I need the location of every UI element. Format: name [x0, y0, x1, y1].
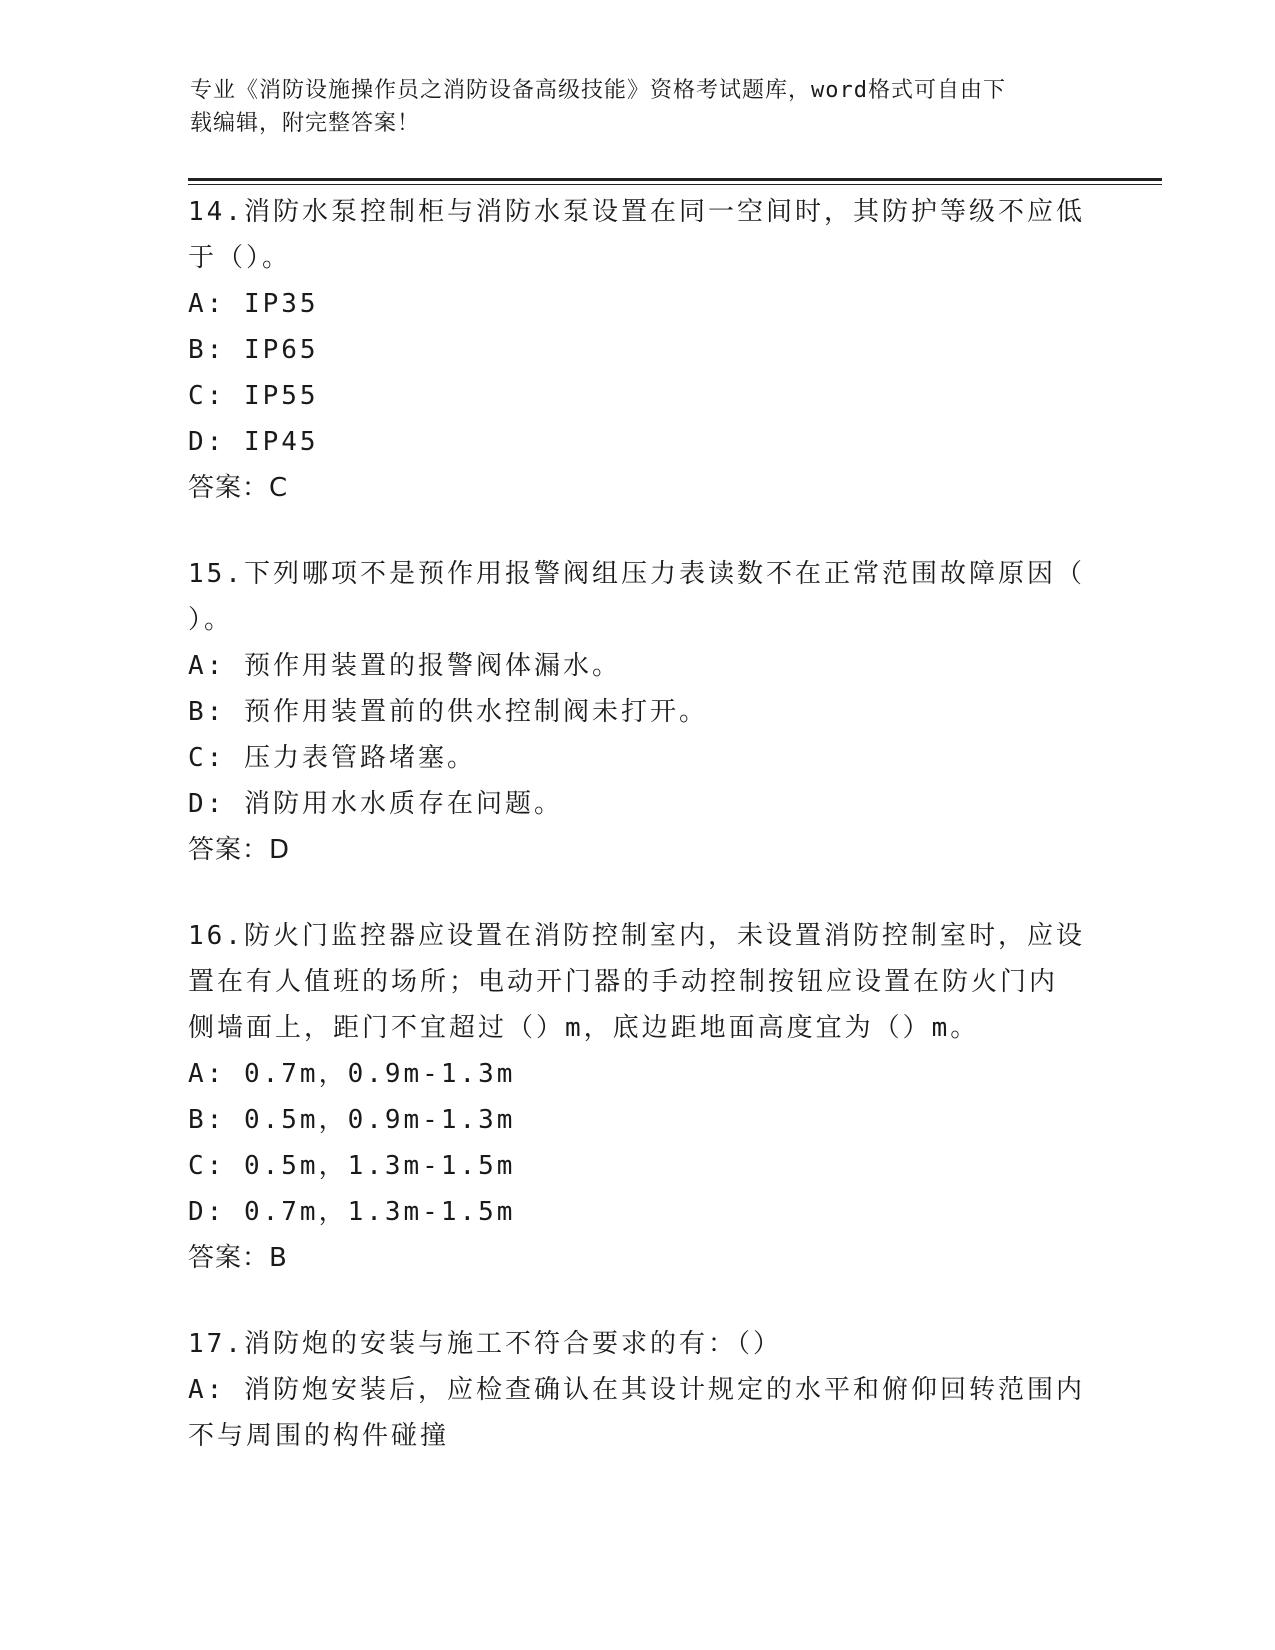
option-a: A: 0.7m，0.9m-1.3m [188, 1059, 516, 1089]
question-17 [188, 1321, 1088, 1459]
question-stem-line: 置在有人值班的场所；电动开门器的手动控制按钮应设置在防火门内 [188, 967, 1059, 997]
option-a: A: 预作用装置的报警阀体漏水。 [188, 651, 621, 681]
option-b: B: 0.5m，0.9m-1.3m [188, 1105, 516, 1135]
question-stem-line: 侧墙面上，距门不宜超过（）m，底边距地面高度宜为（）m。 [188, 1013, 980, 1043]
option-c: C: 0.5m，1.3m-1.5m [188, 1151, 516, 1181]
document-header [190, 74, 1090, 140]
option-d: D: 0.7m，1.3m-1.5m [188, 1197, 516, 1227]
header-divider-thin [188, 184, 1162, 185]
option-c: C: IP55 [188, 381, 319, 411]
question-16 [188, 913, 1088, 1281]
question-stem-line: 14.消防水泵控制柜与消防水泵设置在同一空间时，其防护等级不应低 [188, 197, 1085, 227]
question-14 [188, 189, 1088, 511]
option-a: A: 消防炮安装后，应检查确认在其设计规定的水平和俯仰回转范围内 [188, 1375, 1085, 1405]
option-b: B: IP65 [188, 335, 319, 365]
option-d: D: 消防用水水质存在问题。 [188, 789, 563, 819]
question-15 [188, 551, 1088, 873]
option-a-continued: 不与周围的构件碰撞 [188, 1421, 450, 1451]
option-c: C: 压力表管路堵塞。 [188, 743, 476, 773]
header-divider-thick [188, 178, 1162, 181]
answer: 答案：C [188, 473, 289, 503]
header-line-1: 专业《消防设施操作员之消防设备高级技能》资格考试题库，word格式可自由下 [190, 78, 1006, 103]
answer: 答案：B [188, 1243, 288, 1273]
answer: 答案：D [188, 835, 291, 865]
question-stem-line: 15.下列哪项不是预作用报警阀组压力表读数不在正常范围故障原因（ [188, 559, 1085, 589]
question-stem-line: 17.消防炮的安装与施工不符合要求的有：（） [188, 1329, 782, 1359]
header-line-2: 载编辑，附完整答案！ [190, 111, 421, 136]
option-a: A: IP35 [188, 289, 319, 319]
option-d: D: IP45 [188, 427, 319, 457]
question-stem-line: ）。 [188, 605, 234, 635]
question-list [188, 189, 1088, 1481]
question-stem-line: 于（）。 [188, 243, 292, 273]
option-b: B: 预作用装置前的供水控制阀未打开。 [188, 697, 708, 727]
question-stem-line: 16.防火门监控器应设置在消防控制室内，未设置消防控制室时，应设 [188, 921, 1085, 951]
